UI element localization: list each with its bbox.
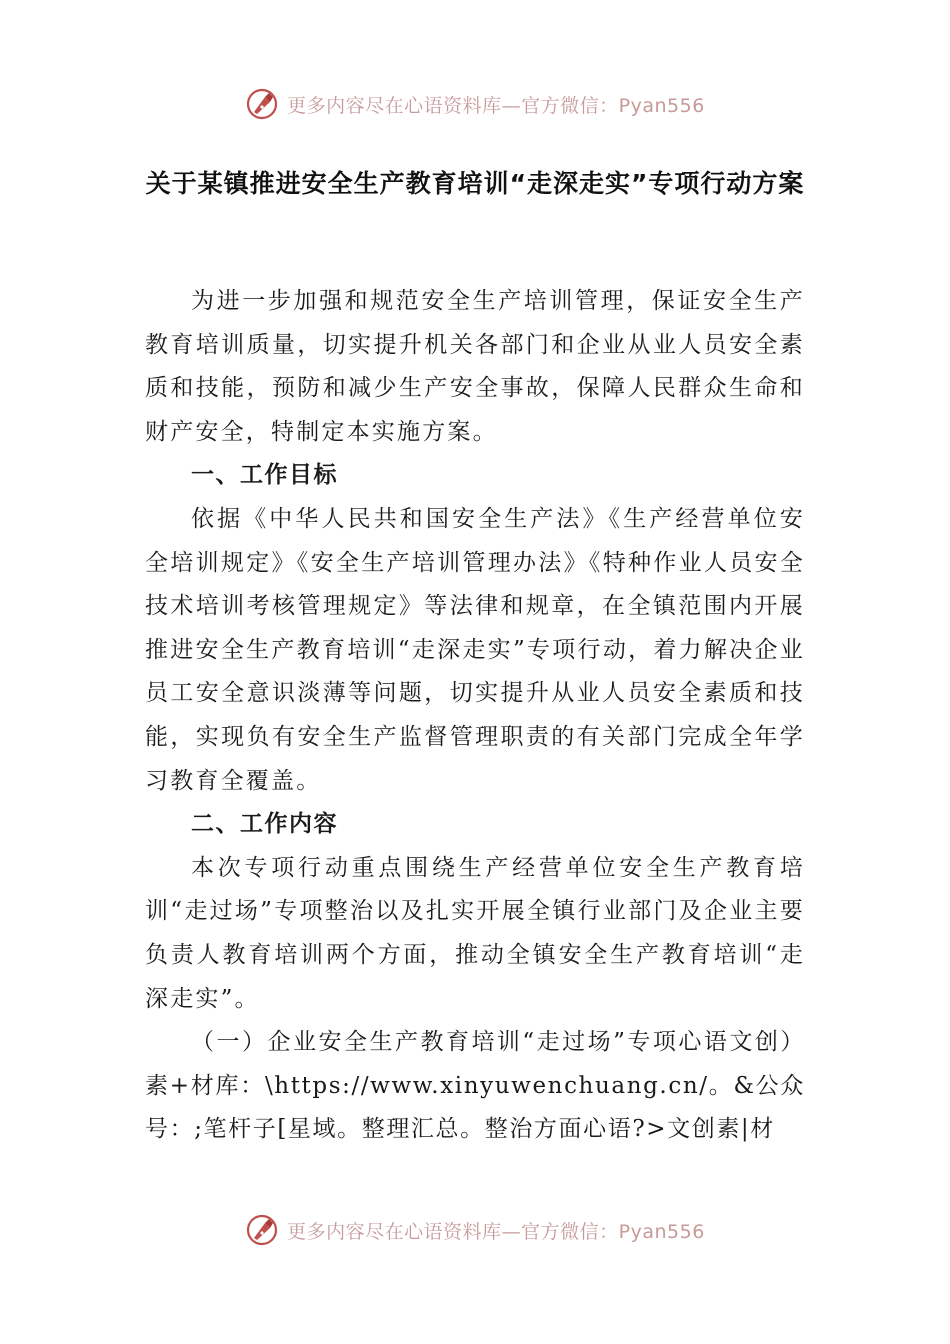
watermark-text: 更多内容尽在心语资料库—官方微信：Pyan556 bbox=[287, 1220, 705, 1243]
document-body bbox=[145, 280, 805, 1152]
subsection-paragraph: （一）企业安全生产教育培训“走过场”专项心语文创）素+材库：\https://www.xinyuwenchuang.cn/。&公众号：;笔杆子[星域。整理汇总。整治方面心语?>文创素|材 bbox=[145, 1029, 805, 1143]
wechat-handle: Pyan556 bbox=[618, 94, 705, 117]
content-paragraph: 本次专项行动重点围绕生产经营单位安全生产教育培训“走过场”专项整治以及扎实开展全镇行业部门及企业主要负责人教育培训两个方面，推动全镇安全生产教育培训“走深走实”。 bbox=[145, 854, 805, 1012]
document-title: 关于某镇推进安全生产教育培训“走深走实”专项行动方案 bbox=[145, 169, 805, 198]
intro-paragraph: 为进一步加强和规范安全生产培训管理，保证安全生产教育培训质量，切实提升机关各部门和企业从业人员安全素质和技能，预防和减少生产安全事故，保障人民群众生命和财产安全，特制定本实施方案。 bbox=[145, 288, 805, 445]
pen-nib-logo-icon bbox=[245, 1213, 279, 1247]
footer-watermark-banner bbox=[0, 1208, 950, 1252]
pen-nib-logo-icon bbox=[245, 87, 279, 121]
wechat-handle: Pyan556 bbox=[618, 1220, 705, 1243]
watermark-text: 更多内容尽在心语资料库—官方微信：Pyan556 bbox=[287, 94, 705, 117]
header-watermark-banner bbox=[0, 82, 950, 126]
section-heading-goals: 一、工作目标 bbox=[191, 462, 338, 489]
section-heading-content: 二、工作内容 bbox=[191, 811, 338, 838]
goals-paragraph: 依据《中华人民共和国安全生产法》《生产经营单位安全培训规定》《安全生产培训管理办法》《特种作业人员安全技术培训考核管理规定》等法律和规章，在全镇范围内开展推进安全生产教育培训“走深走实”专项行动，着力解决企业员工安全意识淡薄等问题，切实提升从业人员安全素质和技能，实现负有安全生产监督管理职责的有关部门完成全年学习教育全覆盖。 bbox=[145, 505, 805, 794]
